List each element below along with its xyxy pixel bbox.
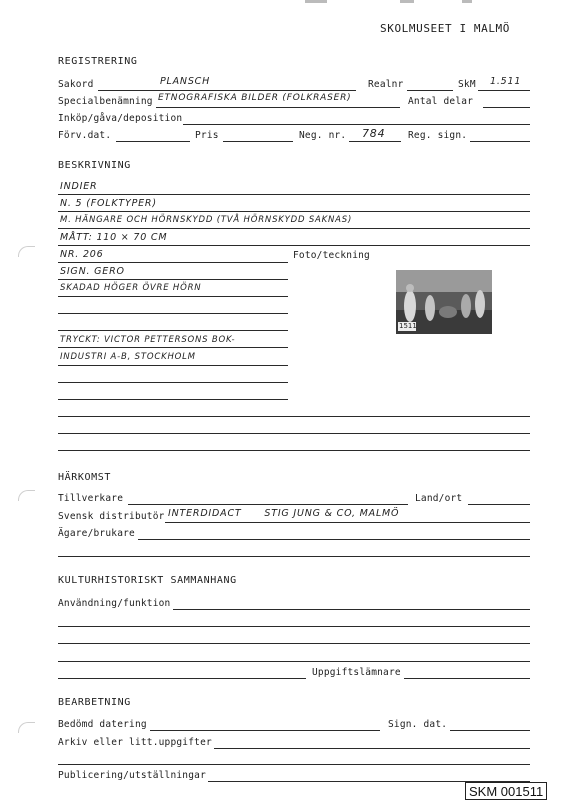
top-mark (462, 0, 472, 3)
beskrivning-line (58, 211, 530, 212)
arkiv-label: Arkiv eller litt.uppgifter (58, 737, 212, 748)
bedomd-datering-line (150, 730, 380, 731)
distributor-line (165, 522, 530, 523)
punch-hole (18, 722, 35, 733)
beskrivning-text-1: INDIER (60, 181, 98, 192)
punch-hole (18, 246, 35, 257)
section-heading-beskrivning: BESKRIVNING (58, 160, 131, 171)
specialbenamning-label: Specialbenämning (58, 96, 153, 107)
specialbenamning-line (156, 107, 400, 108)
beskrivning-text-9: INDUSTRI A-B, STOCKHOLM (60, 352, 196, 362)
sakord-line (98, 90, 356, 91)
beskrivning-line (58, 279, 288, 280)
beskrivning-text-3: M. HÄNGARE OCH HÖRNSKYDD (TVÅ HÖRNSKYDD SAKNAS) (60, 215, 353, 225)
kultur-line (58, 643, 530, 644)
bedomd-datering-label: Bedömd datering (58, 719, 147, 730)
reg-sign-line (470, 141, 530, 142)
agare-brukare-label: Ägare/brukare (58, 528, 135, 539)
inventory-stamp-text: SKM 001511 (469, 784, 544, 799)
beskrivning-text-7: SKADAD HÖGER ÖVRE HÖRN (60, 283, 202, 293)
kultur-line (58, 661, 530, 662)
land-ort-label: Land/ort (415, 493, 463, 504)
agare-brukare-line (138, 539, 530, 540)
realnr-label: Realnr (368, 79, 404, 90)
beskrivning-line (58, 194, 530, 195)
distributor-label: Svensk distributör (58, 511, 165, 522)
kultur-line (58, 678, 306, 679)
beskrivning-line (58, 382, 288, 383)
land-ort-line (468, 504, 530, 505)
anvandning-line (173, 609, 530, 610)
foto-teckning-label: Foto/teckning (293, 250, 370, 261)
antal-delar-label: Antal delar (408, 96, 474, 107)
beskrivning-line (58, 416, 530, 417)
skm-value: 1.511 (490, 76, 522, 87)
photo-caption: 1511 (399, 322, 417, 330)
specialbenamning-value: ETNOGRAFISKA BILDER (FOLKRASER) (158, 93, 352, 103)
sakord-value: PLANSCH (160, 76, 211, 87)
skm-line (478, 90, 530, 91)
neg-nr-line (349, 141, 401, 142)
beskrivning-line (58, 365, 288, 366)
inkop-line (183, 124, 530, 125)
tillverkare-label: Tillverkare (58, 493, 124, 504)
beskrivning-line (58, 347, 288, 348)
beskrivning-text-5: NR. 206 (60, 249, 104, 260)
neg-nr-label: Neg. nr. (299, 130, 347, 141)
section-heading-bearbetning: BEARBETNING (58, 697, 131, 708)
uppgiftslamnare-line (404, 678, 530, 679)
top-mark (305, 0, 327, 3)
inkop-label: Inköp/gåva/deposition (58, 113, 183, 124)
tillverkare-line (128, 504, 408, 505)
inventory-stamp (465, 782, 547, 800)
beskrivning-line (58, 450, 530, 451)
sign-dat-line (450, 730, 530, 731)
beskrivning-line (58, 399, 288, 400)
sakord-label: Sakord (58, 79, 94, 90)
reg-sign-label: Reg. sign. (408, 130, 468, 141)
beskrivning-line (58, 330, 288, 331)
beskrivning-line (58, 228, 530, 229)
section-heading-kultur: KULTURHISTORISKT SAMMANHANG (58, 575, 237, 586)
bearbetning-line (58, 764, 530, 765)
beskrivning-line (58, 262, 288, 263)
beskrivning-line (58, 313, 288, 314)
page-title: SKOLMUSEET I MALMÖ (380, 22, 511, 35)
punch-hole (18, 490, 35, 501)
antal-delar-line (483, 107, 530, 108)
neg-nr-value: 784 (362, 127, 386, 140)
realnr-line (407, 90, 453, 91)
beskrivning-text-6: SIGN. GERO (60, 266, 125, 277)
beskrivning-line (58, 296, 288, 297)
harkomst-line (58, 556, 530, 557)
kultur-line (58, 626, 530, 627)
arkiv-line (214, 748, 530, 749)
pris-line (223, 141, 293, 142)
forv-dat-line (116, 141, 190, 142)
pris-label: Pris (195, 130, 219, 141)
beskrivning-line (58, 245, 530, 246)
anvandning-label: Användning/funktion (58, 598, 171, 609)
distributor-value: INTERDIDACT STIG JUNG & CO, MALMÖ (168, 508, 400, 519)
beskrivning-line (58, 433, 530, 434)
forv-dat-label: Förv.dat. (58, 130, 112, 141)
skm-label: SkM (458, 79, 476, 90)
uppgiftslamnare-label: Uppgiftslämnare (312, 667, 401, 678)
object-photo (396, 270, 492, 334)
beskrivning-text-8: TRYCKT: VICTOR PETTERSONS BOK- (60, 335, 236, 345)
beskrivning-text-4: MÅTT: 110 × 70 CM (60, 232, 168, 243)
section-heading-harkomst: HÄRKOMST (58, 472, 111, 483)
top-mark (400, 0, 414, 3)
sign-dat-label: Sign. dat. (388, 719, 448, 730)
section-heading-registrering: REGISTRERING (58, 56, 138, 67)
publicering-label: Publicering/utställningar (58, 770, 206, 781)
beskrivning-text-2: N. 5 (FOLKTYPER) (60, 198, 157, 209)
